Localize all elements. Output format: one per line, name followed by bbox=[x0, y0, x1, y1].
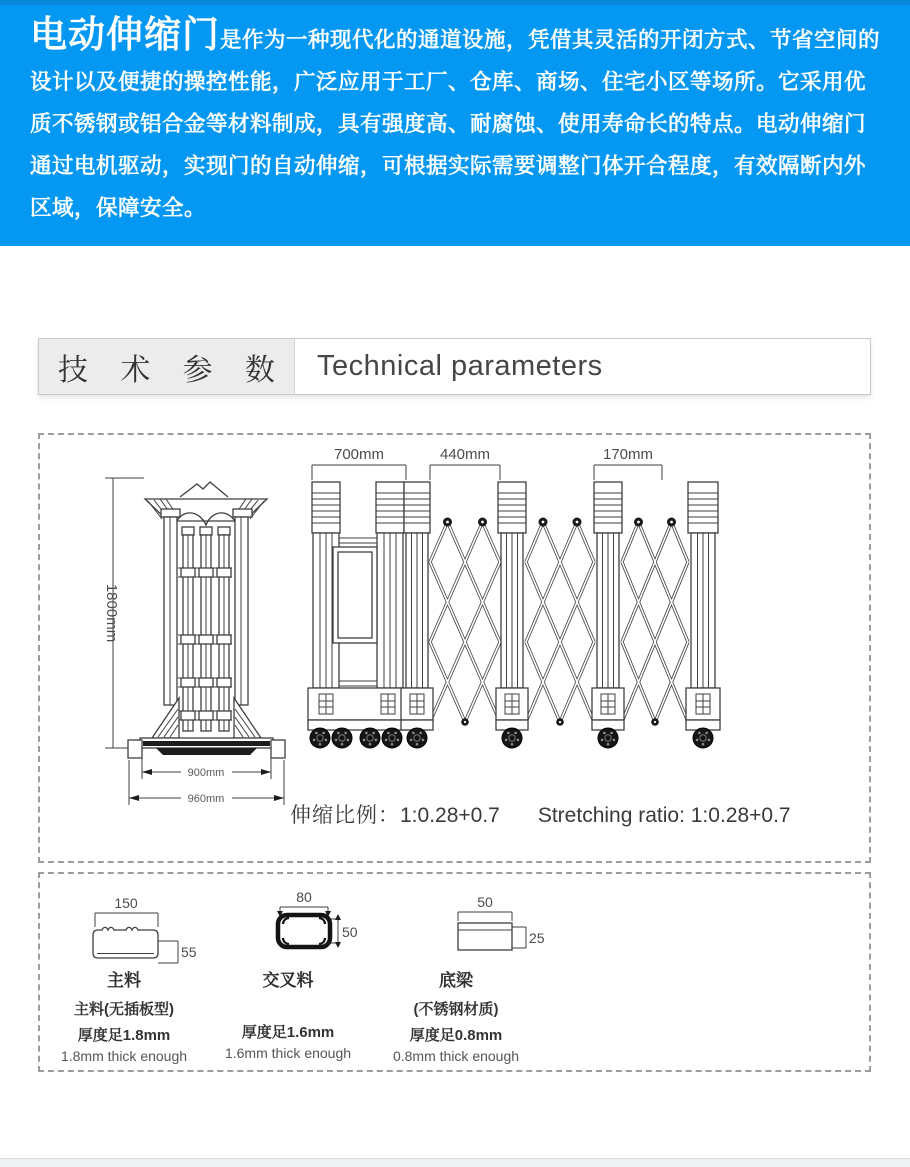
profile1-thickness-zh: 厚度足1.8mm bbox=[77, 1027, 171, 1044]
profile2-thickness-zh: 厚度足1.6mm bbox=[241, 1024, 335, 1041]
profile1-sub: 主料(无插板型) bbox=[73, 1001, 174, 1018]
dim-label-section-width: 440mm bbox=[439, 446, 491, 463]
profile1-width-label: 150 bbox=[114, 895, 138, 911]
stretching-ratio-line bbox=[290, 799, 791, 829]
profile-main-rail bbox=[93, 895, 197, 963]
profile2-name: 交叉料 bbox=[262, 971, 314, 990]
dim-900 bbox=[142, 753, 271, 779]
dim-label-head-width: 700mm bbox=[333, 446, 385, 463]
dim-label-rail-inner: 900mm bbox=[187, 767, 225, 779]
gate-front-view bbox=[103, 478, 285, 805]
dim-label-rail-outer: 960mm bbox=[187, 793, 225, 805]
scissor-lattices bbox=[430, 522, 688, 722]
profile1-labels bbox=[61, 966, 187, 1064]
section-header bbox=[38, 338, 871, 395]
machine-head-unit bbox=[308, 482, 406, 730]
intro-body: 是作为一种现代化的通道设施，凭借其灵活的开闭方式、节省空间的设计以及便捷的操控性能，广泛应用于工厂、仓库、商场、住宅小区等场所。它采用优质不锈钢或铝合金等材料制成，具有强度高、耐腐蚀、使用寿命长的特点。电动伸缩门通过电机驱动，实现门的自动伸缩，可根据实际需要调整门体开合程度，有效隔断内外区域，保障安全。 bbox=[30, 28, 881, 220]
profile3-height-label: 25 bbox=[529, 930, 545, 946]
profile2-width-label: 80 bbox=[296, 889, 312, 905]
dim-170 bbox=[594, 446, 662, 480]
dim-700 bbox=[312, 446, 406, 480]
profile3-width-label: 50 bbox=[477, 894, 493, 910]
dim-label-post-pitch: 170mm bbox=[602, 446, 654, 463]
profile2-labels bbox=[225, 966, 351, 1061]
profile1-thickness-en: 1.8mm thick enough bbox=[60, 1048, 188, 1064]
section-title-zh: 技 术 参 数 bbox=[39, 339, 295, 394]
footer-strip bbox=[0, 1158, 910, 1167]
profile-cross-member bbox=[277, 889, 358, 948]
profile2-thickness-en: 1.6mm thick enough bbox=[224, 1045, 352, 1061]
profile3-name: 底梁 bbox=[438, 971, 473, 990]
gate-side-view bbox=[308, 446, 720, 748]
profile3-sub: (不锈钢材质) bbox=[413, 1001, 499, 1018]
technical-drawing-box bbox=[38, 433, 871, 863]
profile3-thickness-en: 0.8mm thick enough bbox=[392, 1048, 520, 1064]
profile2-height-label: 50 bbox=[342, 924, 358, 940]
ratio-label-en: Stretching ratio: 1:0.28+0.7 bbox=[537, 804, 791, 827]
intro-paragraph bbox=[30, 14, 884, 229]
section-title-en: Technical parameters bbox=[317, 350, 603, 382]
dim-440 bbox=[430, 446, 500, 480]
profile-bottom-beam bbox=[458, 894, 545, 950]
profile1-height-label: 55 bbox=[181, 944, 197, 960]
ratio-value: 1:0.28+0.7 bbox=[400, 804, 500, 827]
gate-technical-drawing bbox=[40, 435, 869, 861]
intro-top-edge bbox=[0, 0, 910, 5]
profile1-name: 主料 bbox=[106, 971, 141, 990]
front-view-tubes bbox=[178, 527, 232, 731]
profiles-box bbox=[38, 872, 871, 1072]
intro-title: 电动伸缩门 bbox=[30, 14, 220, 55]
ratio-label-zh: 伸缩比例： bbox=[290, 804, 400, 827]
profile3-labels bbox=[393, 966, 519, 1064]
profile3-thickness-zh: 厚度足0.8mm bbox=[409, 1027, 503, 1044]
profile2-sub bbox=[225, 998, 351, 1016]
dim-label-height: 1800mm bbox=[103, 583, 120, 643]
intro-panel bbox=[0, 0, 910, 246]
